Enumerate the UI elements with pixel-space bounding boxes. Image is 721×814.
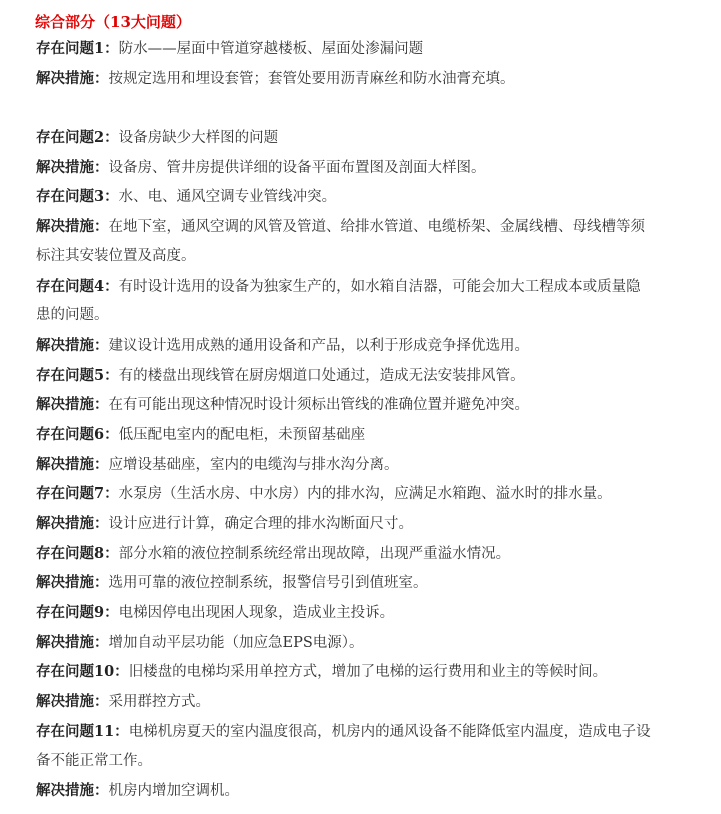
solution-11	[36, 776, 708, 806]
problem-label: 存在问题10：	[36, 663, 129, 681]
problem-text: 水泵房（生活水房、中水房）内的排水沟，应满足水箱跑、溢水时的排水量。	[118, 486, 612, 503]
solution-label: 解决措施：	[36, 396, 109, 414]
problem-text: 有的楼盘出现线管在厨房烟道口处通过，造成无法安装排风管。	[118, 367, 525, 384]
blank-line	[36, 93, 708, 123]
solution-label: 解决措施：	[36, 455, 109, 473]
solution-7	[36, 509, 708, 539]
solution-5	[36, 390, 708, 420]
document-body	[36, 10, 708, 806]
problem-1	[36, 34, 708, 64]
problem-text: 有时设计选用的设备为独家生产的，如水箱自洁器，可能会加大工程成本或质量隐	[118, 278, 641, 295]
problem-label: 存在问题11：	[36, 722, 129, 740]
solution-3	[36, 212, 708, 242]
problem-3	[36, 182, 708, 212]
solution-text: 设计应进行计算，确定合理的排水沟断面尺寸。	[108, 516, 413, 532]
solution-6	[36, 450, 708, 480]
solution-label: 解决措施：	[36, 693, 109, 711]
solution-text: 采用群控方式。	[108, 694, 210, 711]
solution-9	[36, 628, 708, 658]
solution-label: 解决措施：	[36, 515, 109, 532]
solution-text: 机房内增加空调机。	[108, 783, 239, 800]
problem-label: 存在问题3：	[36, 188, 119, 206]
problem-text: 旧楼盘的电梯均采用单控方式，增加了电梯的运行费用和业主的等候时间。	[128, 664, 608, 681]
problem-text: 低压配电室内的配电柜，未预留基础座	[118, 426, 366, 443]
solution-label: 解决措施：	[36, 633, 109, 651]
problem-label: 存在问题6：	[36, 425, 119, 443]
problem-label: 存在问题2：	[36, 129, 119, 147]
solution-4	[36, 331, 708, 361]
problem-8	[36, 539, 708, 569]
problem-text: 防水——屋面中管道穿越楼板、屋面处渗漏问题	[118, 41, 424, 57]
solution-text: 在有可能出现这种情况时设计须标出管线的准确位置并避免冲突。	[108, 397, 529, 414]
solution-text: 在地下室，通风空调的风管及管道、给排水管道、电缆桥架、金属线槽、母线槽等须	[108, 219, 645, 236]
solution-2	[36, 153, 708, 183]
solution-10	[36, 687, 708, 717]
solution-3-continued: 标注其安装位置及高度。	[36, 247, 196, 264]
solution-text: 按规定选用和埋设套管；套管处要用沥青麻丝和防水油膏充填。	[108, 70, 515, 87]
solution-label: 解决措施：	[36, 336, 109, 354]
solution-text: 增加自动平层功能（加应急EPS电源）。	[108, 634, 364, 651]
solution-label: 解决措施：	[36, 782, 109, 800]
problem-11-continued: 备不能正常工作。	[36, 752, 152, 769]
solution-text: 设备房、管井房提供详细的设备平面布置图及剖面大样图。	[108, 159, 486, 176]
problem-label: 存在问题1：	[36, 40, 119, 57]
solution-label: 解决措施：	[36, 574, 109, 592]
problem-4-continued: 患的问题。	[36, 307, 109, 324]
problem-2	[36, 123, 708, 153]
solution-label: 解决措施：	[36, 218, 109, 236]
solution-text: 选用可靠的液位控制系统，报警信号引到值班室。	[108, 575, 428, 592]
problem-label: 存在问题9：	[36, 604, 119, 622]
problem-5	[36, 361, 708, 391]
problem-text: 电梯机房夏天的室内温度很高，机房内的通风设备不能降低室内温度，造成电子设	[128, 723, 651, 740]
solution-8	[36, 568, 708, 598]
solution-1	[36, 64, 708, 94]
problem-label: 存在问题5：	[36, 366, 119, 384]
problem-4	[36, 272, 708, 302]
solution-text: 建议设计选用成熟的通用设备和产品，以利于形成竞争择优选用。	[108, 337, 529, 354]
problem-text: 电梯因停电出现困人现象，造成业主投诉。	[118, 605, 395, 622]
problem-label: 存在问题8：	[36, 544, 119, 562]
problem-text: 水、电、通风空调专业管线冲突。	[118, 189, 337, 206]
problem-11	[36, 717, 708, 747]
problem-6	[36, 420, 708, 450]
problem-label: 存在问题4：	[36, 277, 119, 295]
problem-10	[36, 657, 708, 687]
problem-9	[36, 598, 708, 628]
problem-7	[36, 479, 708, 509]
problem-text: 设备房缺少大样图的问题	[118, 130, 279, 147]
problem-label: 存在问题7：	[36, 485, 119, 503]
solution-label: 解决措施：	[36, 158, 109, 176]
solution-label: 解决措施：	[36, 69, 109, 87]
section-title: 综合部分（13大问题）	[35, 13, 191, 31]
solution-text: 应增设基础座，室内的电缆沟与排水沟分离。	[108, 456, 399, 473]
problem-text: 部分水箱的液位控制系统经常出现故障，出现严重溢水情况。	[118, 545, 511, 562]
